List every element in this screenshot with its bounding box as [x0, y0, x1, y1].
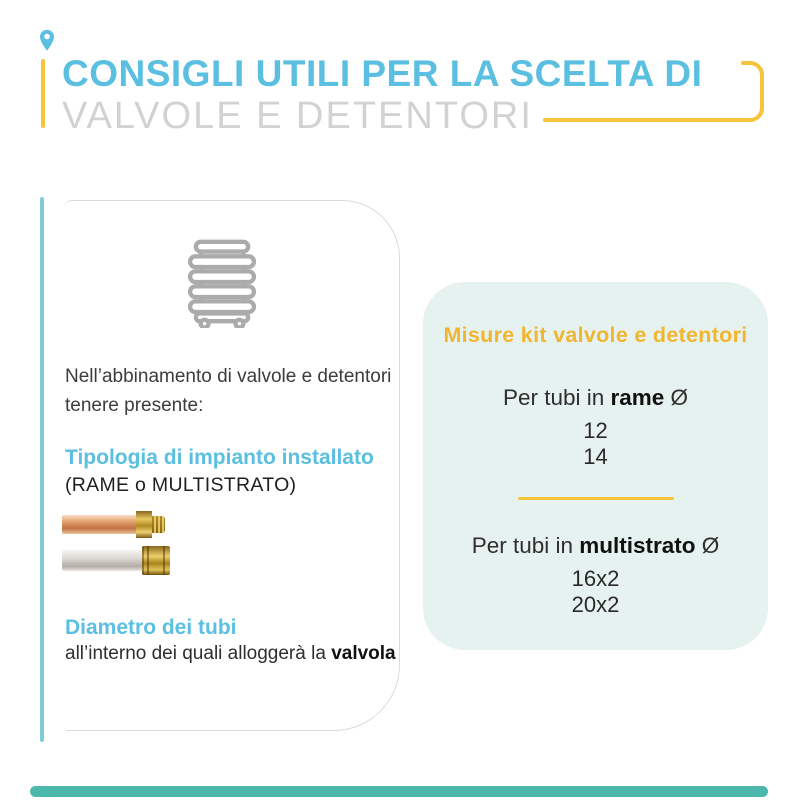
card-accent-line [40, 197, 44, 742]
measures-title: Misure kit valvole e detentori [443, 323, 748, 347]
multilayer-sizes-label [423, 533, 768, 559]
copper-pipe-image [62, 511, 168, 538]
copper-sizes-label [423, 385, 768, 411]
intro-line: Nell’abbinamento di valvole e detentori [65, 366, 392, 387]
label-bold: rame [610, 385, 665, 410]
info-card [64, 200, 400, 731]
section-text-diametro [65, 643, 396, 665]
copper-sizes-list [423, 418, 768, 470]
multilayer-tube [62, 550, 146, 571]
section-text-bold: valvola [331, 643, 396, 664]
size-item: 20x2 [571, 592, 620, 617]
measures-card [423, 282, 768, 650]
size-item: 16x2 [571, 566, 620, 591]
brass-nut [136, 511, 152, 538]
size-item: 14 [583, 444, 608, 469]
multilayer-sizes-list [423, 566, 768, 618]
brass-fitting [142, 546, 170, 575]
diameter-symbol: Ø [695, 533, 720, 558]
section-title-diametro: Diametro dei tubi [65, 616, 237, 639]
location-pin-icon [39, 29, 55, 57]
copper-tube [62, 515, 138, 534]
multilayer-pipe-image [62, 546, 172, 576]
divider [518, 497, 674, 500]
footer-bar [30, 786, 768, 797]
section-text-regular: all’interno dei quali alloggerà la [65, 643, 332, 664]
diameter-symbol: Ø [664, 385, 689, 410]
header-accent-line [41, 59, 45, 128]
section-subtitle-impianto: (RAME o MULTISTRATO) [65, 474, 297, 496]
page-title: CONSIGLI UTILI PER LA SCELTA DI [62, 53, 703, 94]
intro-line: tenere presente: [65, 394, 204, 416]
page-subtitle: VALVOLE E DETENTORI [62, 95, 533, 137]
brass-thread-end [152, 516, 165, 533]
label-bold: multistrato [579, 533, 696, 558]
radiator-icon [188, 237, 256, 333]
intro-text [65, 363, 391, 420]
size-item: 12 [583, 418, 608, 443]
section-title-impianto: Tipologia di impianto installato [65, 446, 374, 469]
label-prefix: Per tubi in [471, 533, 580, 558]
label-prefix: Per tubi in [502, 385, 611, 410]
